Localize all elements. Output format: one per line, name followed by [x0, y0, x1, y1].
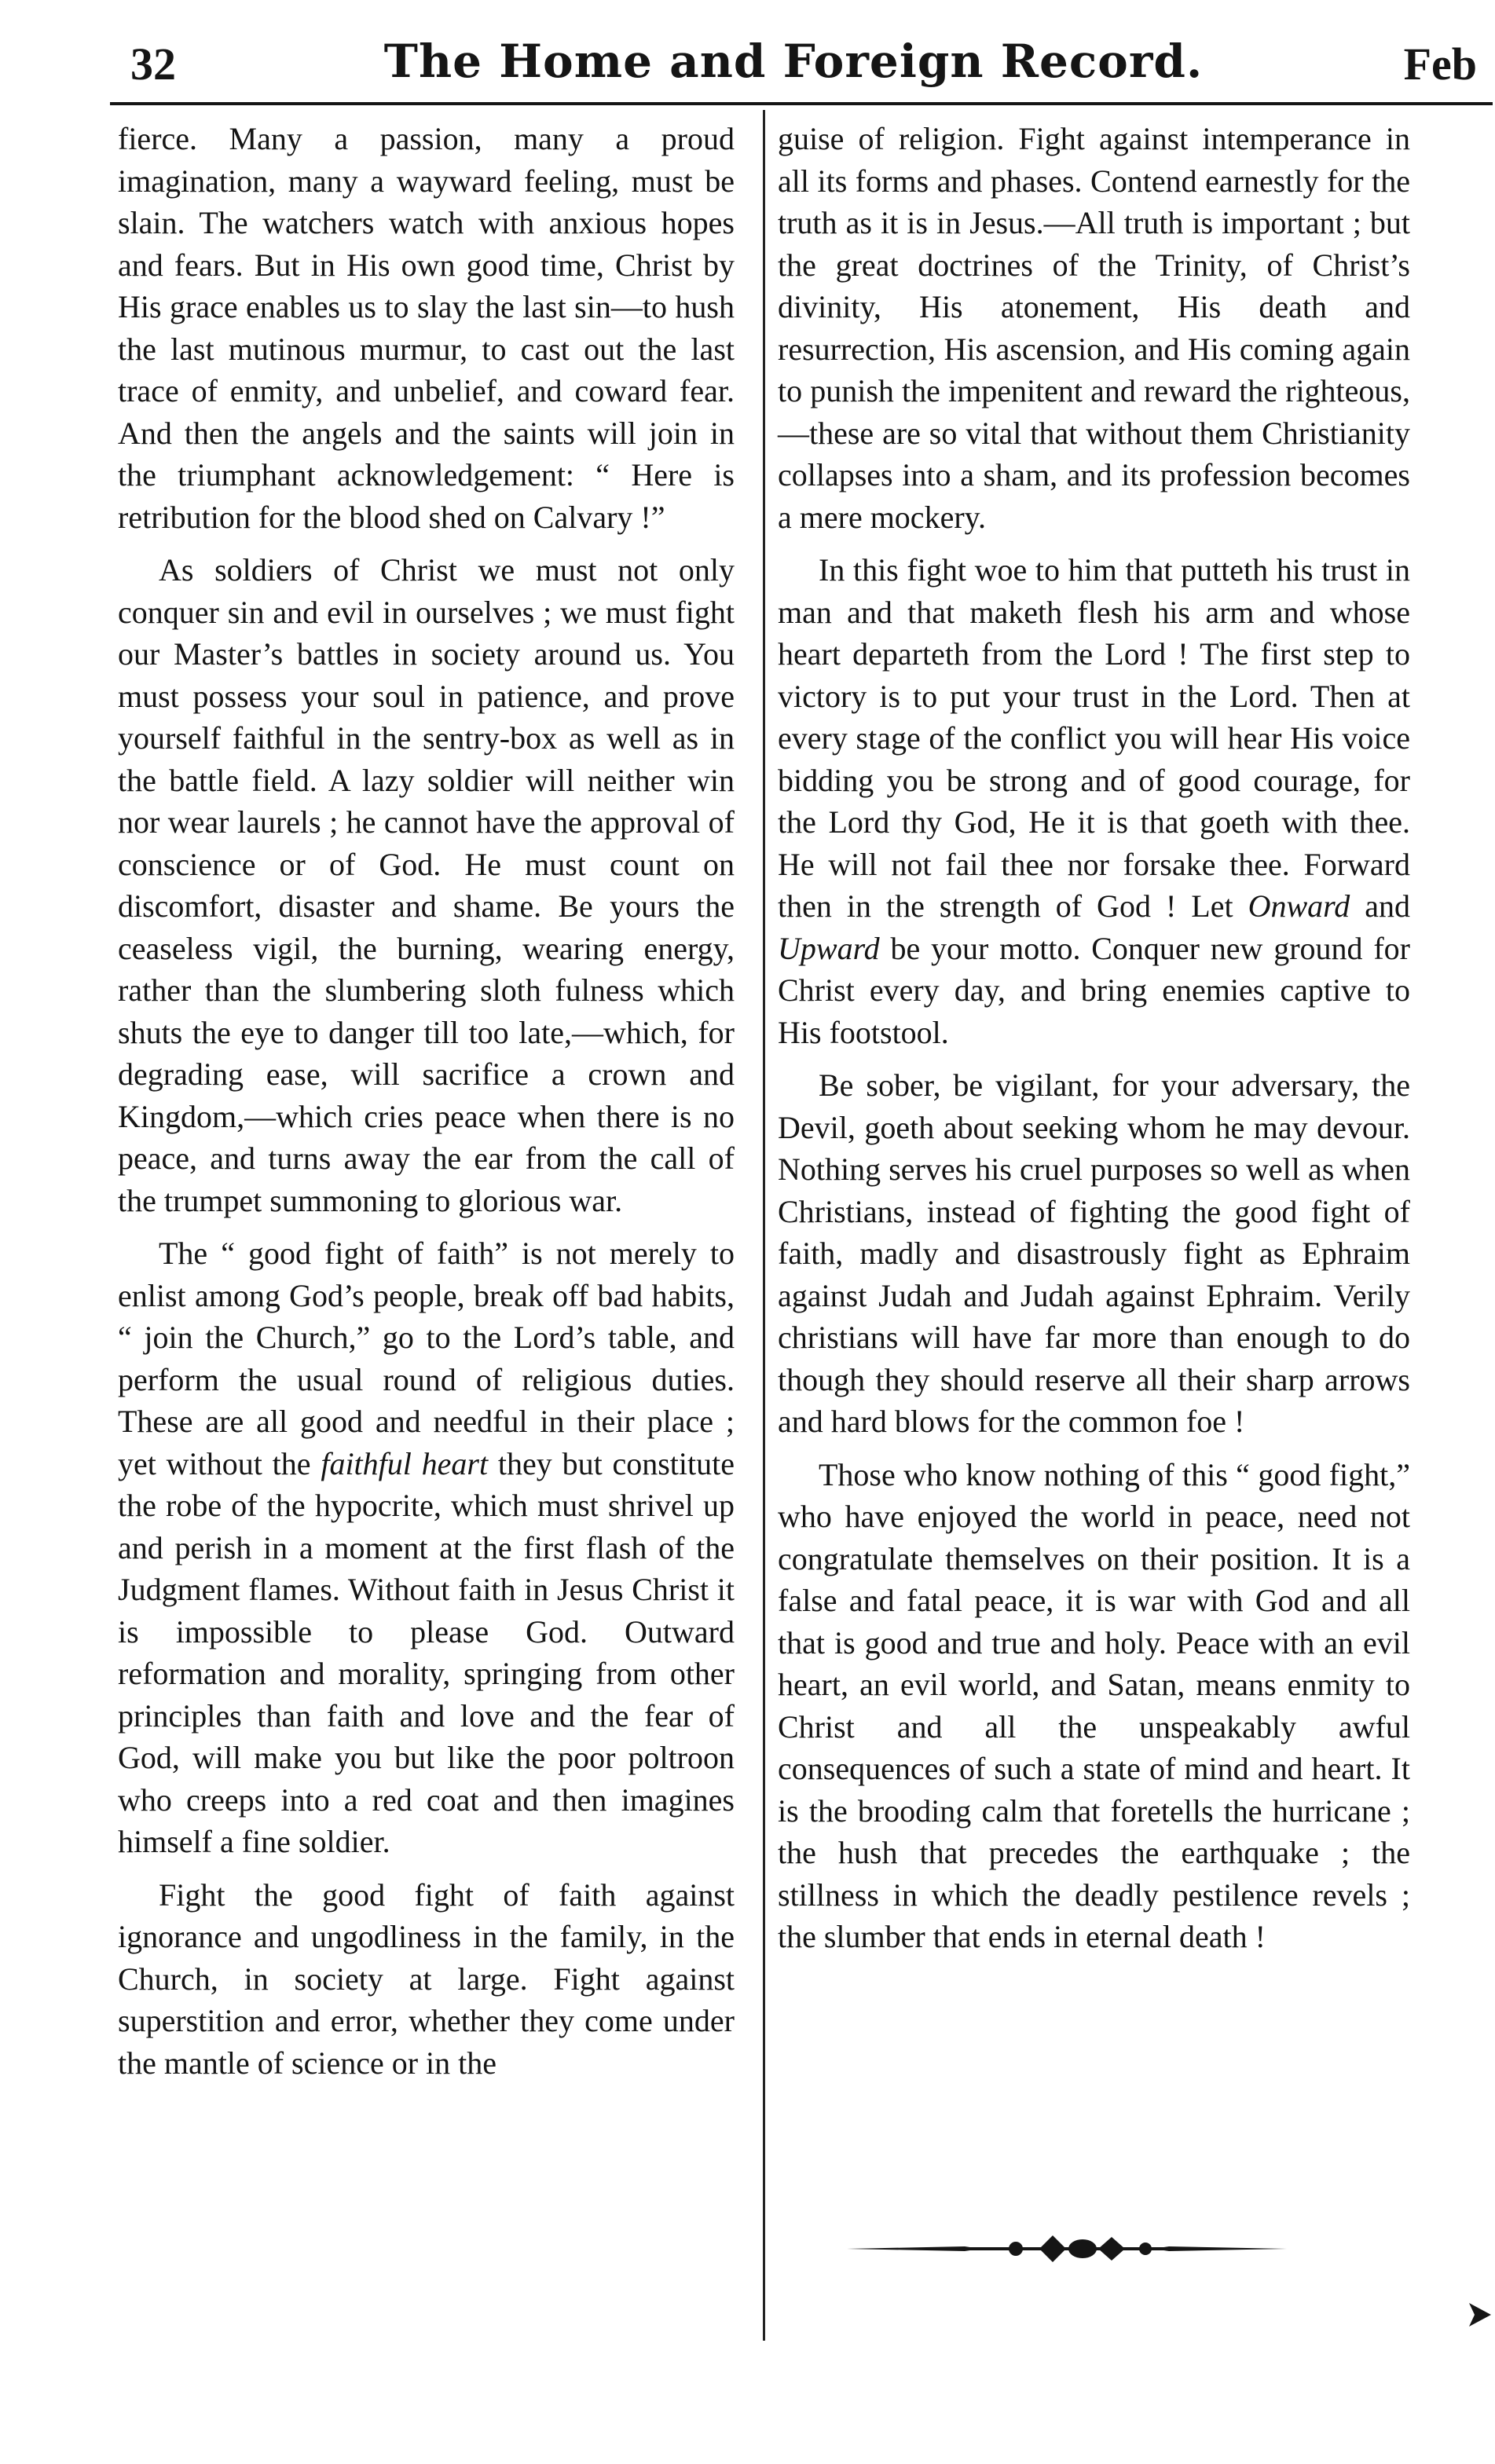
issue-month: Feb	[1403, 38, 1477, 90]
page-header	[110, 31, 1477, 102]
onward-emphasis: Onward	[1248, 888, 1350, 924]
right-paragraph-3: Be sober, be vigilant, for your adversary, the Devil, goeth about seeking whom he may devour. Nothing serves his cruel purposes so well as when Christians, instead of fighting the good fight of faith, madly and disastrously fight as Ephraim against Judah and Judah against Ephraim. Verily christians will have far more than enough to do though they should reserve all their sharp arrows and hard blows for the common foe !	[778, 1067, 1410, 1439]
left-paragraph-3-part-b: they but constitute the robe of the hypocrite, which must shrivel up and perish in a moment at the first flash of the Judgment flames. Without faith in Jesus Christ it is impossible to please God. Outward reformation and morality, springing from other principles than faith and love and the fear of God, will make you but like the poor poltroon who creeps into a red coat and then imagines himself a fine soldier.	[118, 1445, 735, 1859]
faithful-heart-emphasis: faithful heart	[321, 1445, 489, 1481]
right-paragraph-2	[778, 549, 1410, 1053]
page-turn-arrow-icon	[1466, 2301, 1493, 2328]
left-paragraph-3	[118, 1232, 735, 1863]
right-paragraph-2-part-b: and	[1350, 888, 1410, 924]
left-paragraph-2: As soldiers of Christ we must not only conquer sin and evil in ourselves ; we must fight our Master’s battles in society around us. You must possess your soul in patience, and prove yourself faithful in the sentry-box as well as in the battle field. A lazy soldier will neither win nor wear laurels ; he cannot have the approval of conscience or of God. He must count on discomfort, disaster and shame. Be yours the ceaseless vigil, the burning, wearing energy, rather than the slumbering sloth fulness which shuts the eye to danger till too late,—which, for degrading ease, will sacrifice a crown and Kingdom,—which cries peace when there is no peace, and turns away the ear from the call of the trumpet summoning to glorious war.	[118, 552, 735, 1218]
left-column	[118, 118, 735, 2095]
left-paragraph-1: fierce. Many a passion, many a proud imagination, many a wayward feeling, must be slain. The watchers watch with anxious hopes and fears. But in His own good time, Christ by His grace enables us to slay the last sin—to hush the last mutinous murmur, to cast out the last trace of enmity, and unbelief, and coward fear. And then the angels and the saints will join in the triumphant acknowledgement: “ Here is retribution for the blood shed on Calvary !”	[118, 121, 735, 535]
ornamental-rule-icon	[847, 2229, 1287, 2268]
column-divider	[763, 110, 765, 2341]
upward-emphasis: Upward	[778, 930, 880, 966]
running-title: The Home and Foreign Record.	[383, 35, 1204, 88]
right-paragraph-1: guise of religion. Fight against intemperance in all its forms and phases. Contend earnestly for the truth as it is in Jesus.—All truth is important ; but the great doctrines of the Trinity, of Christ’s divinity, His atonement, His death and resurrection, His ascension, and His coming again to punish the impenitent and reward the righteous,—these are so vital that without them Christianity collapses into a sham, and its profession becomes a mere mockery.	[778, 121, 1410, 535]
right-paragraph-4: Those who know nothing of this “ good fight,” who have enjoyed the world in peace, need not congratulate themselves on their position. It is a false and fatal peace, it is war with God and all that is good and true and holy. Peace with an evil heart, an evil world, and Satan, means enmity to Christ and all the unspeakably awful consequences of such a state of mind and heart. It is the brooding calm that foretells the hurricane ; the hush that precedes the earthquake ; the stillness in which the deadly pestilence revels ; the slumber that ends in eternal death !	[778, 1456, 1410, 1954]
left-paragraph-3-part-a: The “ good fight of faith” is not merely to enlist among God’s people, break off bad habits, “ join the Church,” go to the Lord’s table, and perform the usual round of religious duties. These are all good and needful in their place ; yet without the	[118, 1236, 735, 1481]
page-number: 32	[130, 38, 176, 90]
left-paragraph-4: Fight the good fight of faith against ignorance and ungodliness in the family, in the Church, in society at large. Fight against superstition and error, whether they come under the mantle of science or in the	[118, 1876, 735, 2081]
right-paragraph-2-part-c: be your motto. Conquer new ground for Christ every day, and bring enemies captive to His footstool.	[778, 930, 1410, 1050]
right-paragraph-2-part-a: In this fight woe to him that putteth his trust in man and that maketh flesh his arm and whose heart departeth from the Lord ! The first step to victory is to put your trust in the Lord. Then at every stage of the conflict you will hear His voice bidding you be strong and of good courage, for the Lord thy God, He it is that goeth with thee. He will not fail thee nor forsake thee. Forward then in the strength of God ! Let	[778, 552, 1410, 924]
header-rule	[110, 102, 1493, 105]
right-column	[778, 118, 1410, 1969]
